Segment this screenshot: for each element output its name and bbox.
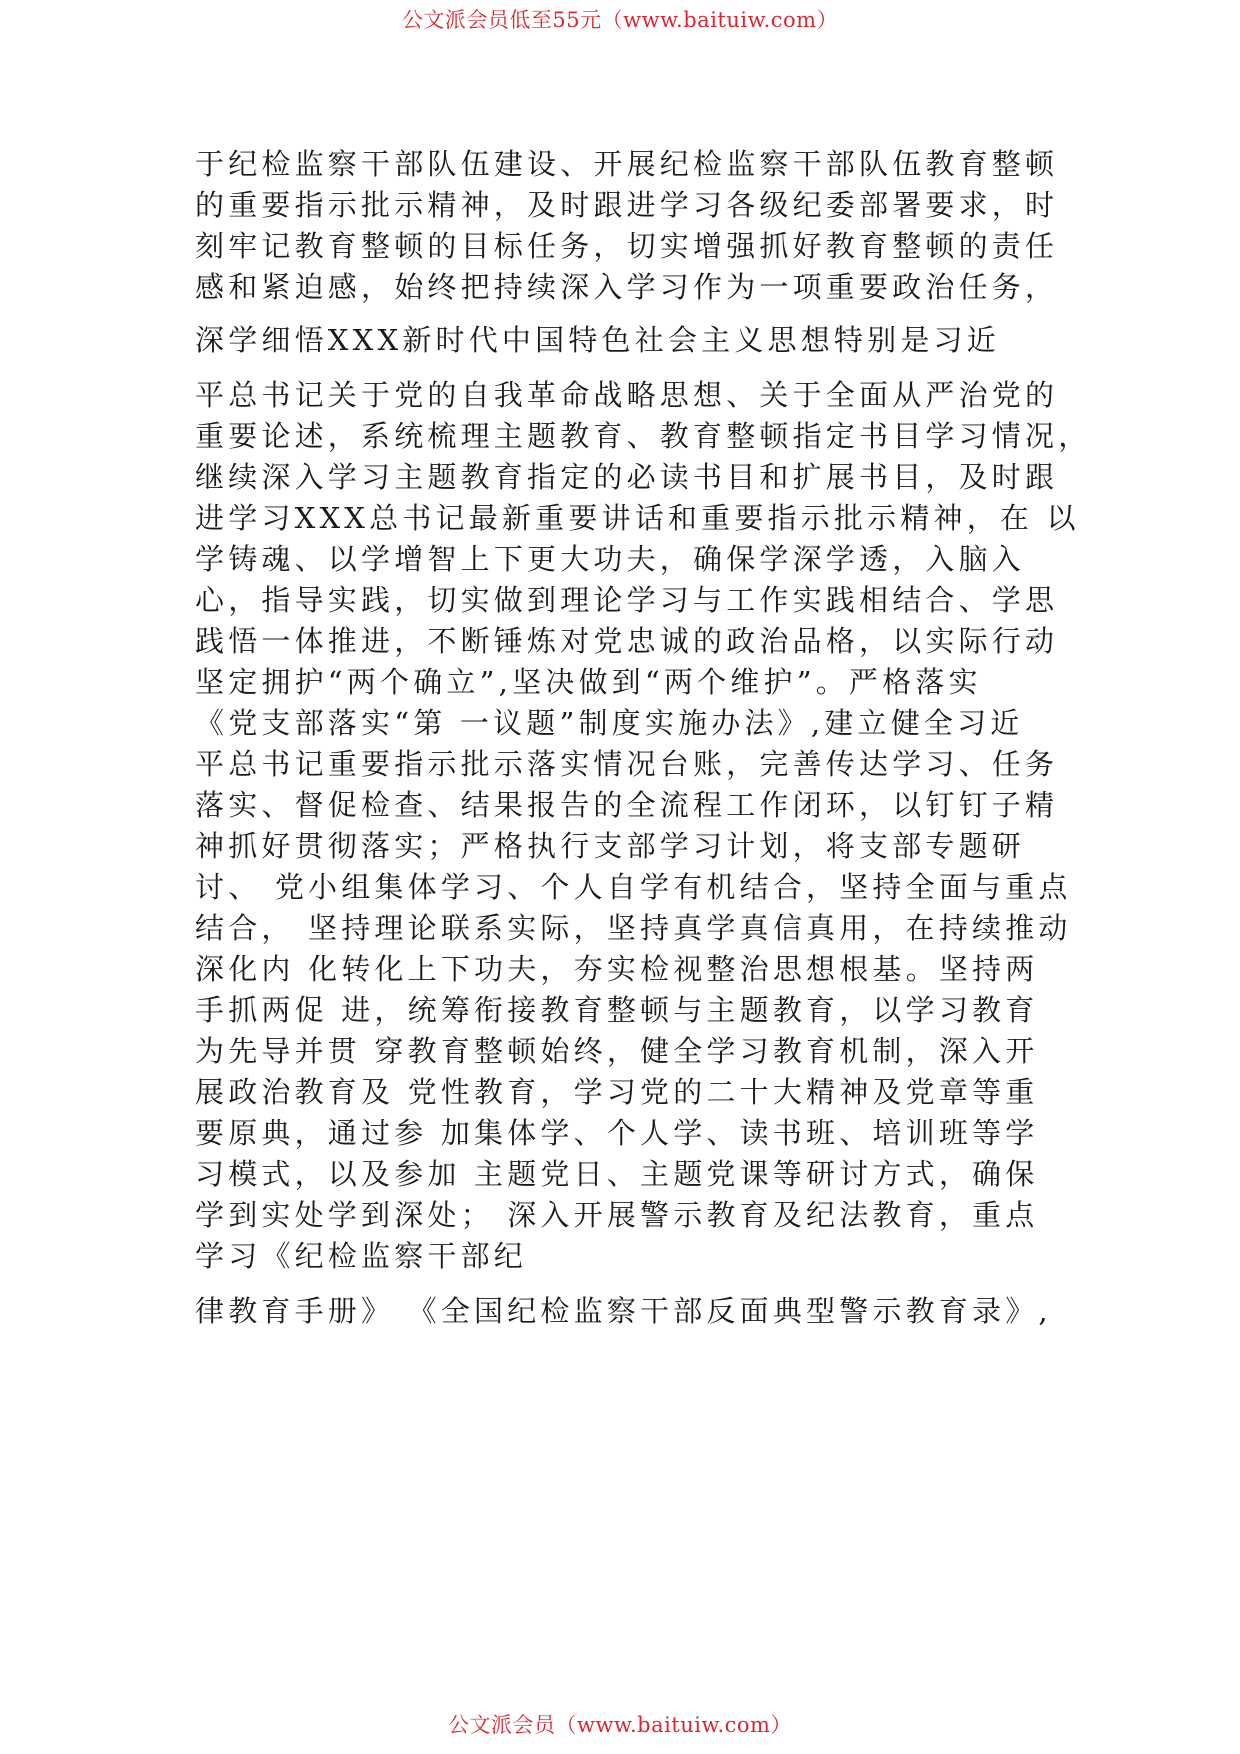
body-line: 律教育手册》 《全国纪检监察干部反面典型警示教育录》, <box>195 1294 1052 1328</box>
body-line: 学习《纪检监察干部纪 <box>195 1239 528 1273</box>
body-line: 《党支部落实“第 一议题”制度实施办法》,建立健全习近 <box>195 706 1024 740</box>
body-line: 平总书记重要指示批示落实情况台账，完善传达学习、任务 <box>195 747 1059 781</box>
body-line: 于纪检监察干部队伍建设、开展纪检监察干部队伍教育整顿 <box>195 147 1059 181</box>
body-line: 心，指导实践，切实做到理论学习与工作实践相结合、学思 <box>195 583 1059 617</box>
body-line: 进学习XXX总书记最新重要讲话和重要指示批示精神，在 以 <box>195 501 1080 535</box>
body-line: 平总书记关于党的自我革命战略思想、关于全面从严治党的 <box>195 378 1059 412</box>
body-line: 的重要指示批示精神，及时跟进学习各级纪委部署要求，时 <box>195 188 1059 222</box>
body-line: 学铸魂、以学增智上下更大功夫，确保学深学透，入脑入 <box>195 542 1026 576</box>
body-line: 结合， 坚持理论联系实际，坚持真学真信真用，在持续推动 <box>195 911 1072 945</box>
body-line: 坚定拥护“两个确立”,坚决做到“两个维护”。严格落实 <box>195 665 982 699</box>
body-line: 学到实处学到深处； 深入开展警示教育及纪法教育，重点 <box>195 1198 1039 1232</box>
body-line: 神抓好贯彻落实；严格执行支部学习计划，将支部专题研 <box>195 829 1026 863</box>
body-line: 为先导并贯 穿教育整顿始终，健全学习教育机制，深入开 <box>195 1034 1039 1068</box>
body-line: 习模式，以及参加 主题党日、主题党课等研讨方式，确保 <box>195 1157 1039 1191</box>
page-header: 公文派会员低至55元（www.baituiw.com） <box>401 8 839 32</box>
body-line: 讨、 党小组集体学习、个人自学有机结合，坚持全面与重点 <box>195 870 1072 904</box>
page-footer: 公文派会员（www.baituiw.com） <box>448 1713 792 1737</box>
body-line: 手抓两促 进，统筹衔接教育整顿与主题教育，以学习教育 <box>195 993 1039 1027</box>
body-line: 践悟一体推进，不断锤炼对党忠诚的政治品格，以实际行动 <box>195 624 1059 658</box>
body-line: 展政治教育及 党性教育，学习党的二十大精神及党章等重 <box>195 1075 1039 1109</box>
body-line: 刻牢记教育整顿的目标任务，切实增强抓好教育整顿的责任 <box>195 229 1059 263</box>
body-line: 深化内 化转化上下功夫，夯实检视整治思想根基。坚持两 <box>195 952 1039 986</box>
body-line: 深学细悟XXX新时代中国特色社会主义思想特别是习近 <box>195 323 1000 357</box>
body-line: 感和紧迫感，始终把持续深入学习作为一项重要政治任务， <box>195 270 1059 304</box>
body-line: 继续深入学习主题教育指定的必读书目和扩展书目，及时跟 <box>195 460 1059 494</box>
body-line: 重要论述，系统梳理主题教育、教育整顿指定书目学习情况， <box>195 419 1092 453</box>
body-line: 要原典，通过参 加集体学、个人学、读书班、培训班等学 <box>195 1116 1039 1150</box>
body-line: 落实、督促检查、结果报告的全流程工作闭环，以钉钉子精 <box>195 788 1059 822</box>
